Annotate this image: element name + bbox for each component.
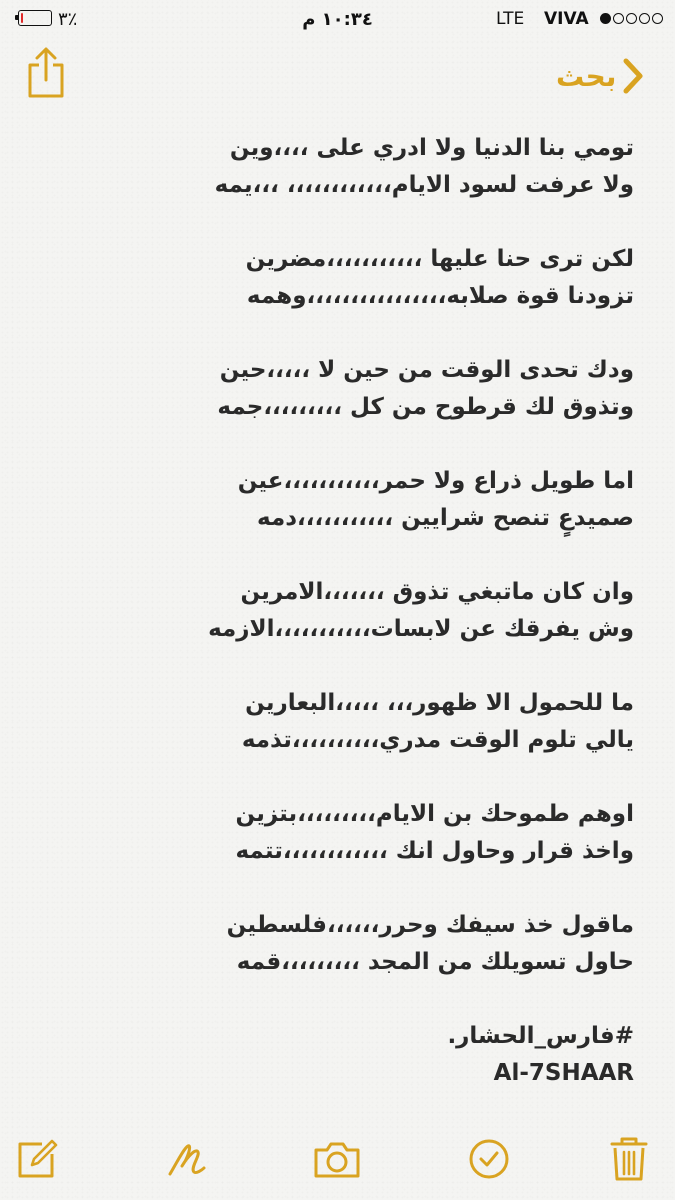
poem-stanza [100,685,634,759]
poem-stanza [100,130,634,204]
poem-line: ماقول خذ سيفك وحرر،،،،،،فلسطين [226,912,634,938]
poem-stanza [100,574,634,648]
poem-line: وتذوق لك قرطوح من كل ،،،،،،،،،جمه [217,394,634,420]
note-text-area[interactable] [100,130,634,1092]
compose-icon [12,1134,62,1184]
poem-line: ودك تحدى الوقت من حين لا ،،،،،حين [219,357,634,383]
poem-line: اوهم طموحك بن الايام،،،،،،،،،بتزين [235,801,634,827]
poem-line: يالي تلوم الوقت مدري،،،،،،،،،،تذمه [241,727,634,753]
camera-button[interactable] [312,1134,362,1184]
battery-percent: ٣٪ [58,9,78,30]
signal-dot [626,13,637,24]
poem-stanza [100,241,634,315]
trash-icon [604,1134,654,1184]
share-icon [26,46,66,98]
chevron-right-icon [622,58,644,94]
poem-stanza [100,796,634,870]
signal-dot [652,13,663,24]
signal-dot [613,13,624,24]
poem-line: وان كان ماتبغي تذوق ،،،،،،،الامرين [240,579,634,605]
back-label: بحث [556,59,617,93]
back-button[interactable] [556,56,644,96]
poem-line: واخذ قرار وحاول انك ،،،،،،،،،،،،تتمه [235,838,634,864]
author-name: Al-7SHAAR [493,1060,634,1086]
poem-stanza [100,352,634,426]
poem-stanza [100,907,634,981]
poem-line: ما للحمول الا ظهور،،، ،،،،،البعارين [245,690,634,716]
camera-icon [312,1134,362,1184]
checklist-button[interactable] [464,1134,514,1184]
poem-line: لكن ترى حنا عليها ،،،،،،،،،،،مضرين [245,246,634,272]
signal-dot [639,13,650,24]
poem-line: وش يفرقك عن لابسات،،،،،،،،،،،الازمه [208,616,634,642]
compose-button[interactable] [12,1134,62,1184]
poem-line: تومي بنا الدنيا ولا ادري على ،،،،وين [229,135,634,161]
share-button[interactable] [26,46,66,98]
network-type: LTE [496,9,525,29]
signal-strength-icon [600,13,663,24]
delete-button[interactable] [604,1134,654,1184]
author-hashtag: #فارس_الحشار. [447,1023,634,1049]
sketch-icon [162,1134,212,1184]
poem-line: حاول تسويلك من المجد ،،،،،،،،،قمه [236,949,634,975]
signal-dot [600,13,611,24]
poem-line: صميدعٍ تنصح شرايين ،،،،،،،،،،،دمه [257,505,634,531]
checklist-icon [464,1134,514,1184]
poem-line: اما طويل ذراع ولا حمر،،،،،،،،،،،عين [237,468,634,494]
poem-line: ولا عرفت لسود الايام،،،،،،،،،،،، ،،،يمه [214,172,634,198]
poem-stanza [100,463,634,537]
carrier-name: VIVA [544,9,589,29]
clock: ١٠:٣٤ م [302,9,373,30]
bottom-toolbar [0,1128,675,1188]
status-bar [0,0,675,40]
signature-block [100,1018,634,1092]
sketch-button[interactable] [162,1134,212,1184]
poem-line: تزودنا قوة صلابه،،،،،،،،،،،،،،،،وهمه [246,283,634,309]
